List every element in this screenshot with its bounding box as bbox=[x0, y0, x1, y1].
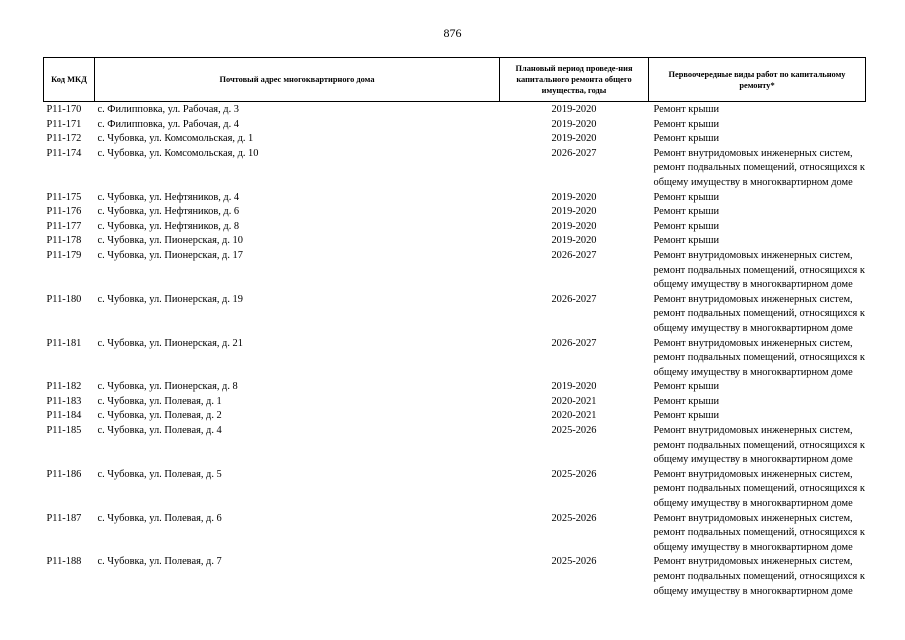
cell-works bbox=[649, 191, 866, 206]
cell-works bbox=[649, 512, 866, 556]
works-line: Ремонт крыши bbox=[653, 133, 720, 145]
cell-works bbox=[649, 132, 866, 147]
cell-period: 2025-2026 bbox=[551, 556, 597, 568]
works-line: ремонт подвальных помещений, относящихся к bbox=[653, 527, 865, 539]
cell-code: Р11-179 bbox=[46, 249, 82, 261]
cell-address: с. Чубовка, ул. Комсомольская, д. 10 bbox=[97, 147, 259, 159]
cell-code: Р11-181 bbox=[46, 337, 82, 349]
table-row bbox=[44, 205, 866, 220]
works-line: Ремонт крыши bbox=[653, 104, 720, 115]
table-row bbox=[44, 512, 866, 556]
table-row bbox=[44, 409, 866, 424]
cell-period: 2025-2026 bbox=[551, 425, 597, 437]
works-line: Ремонт крыши bbox=[653, 235, 720, 247]
cell-address: с. Чубовка, ул. Полевая, д. 7 bbox=[97, 556, 222, 568]
works-line: общему имуществу в многоквартирном доме bbox=[653, 498, 853, 510]
cell-code: Р11-185 bbox=[46, 425, 82, 437]
cell-works bbox=[649, 409, 866, 424]
works-line: Ремонт крыши bbox=[653, 191, 720, 203]
works-line: общему имуществу в многоквартирном доме bbox=[653, 454, 853, 466]
works-line: Ремонт внутридомовых инженерных систем, bbox=[653, 293, 853, 305]
cell-address: с. Чубовка, ул. Нефтяников, д. 4 bbox=[97, 191, 240, 203]
table-row bbox=[44, 249, 866, 293]
table-row bbox=[44, 337, 866, 381]
header-address: Почтовый адрес многоквартирного дома bbox=[95, 58, 500, 102]
table-row bbox=[44, 234, 866, 249]
table-row bbox=[44, 424, 866, 468]
table-row bbox=[44, 293, 866, 337]
cell-code: Р11-184 bbox=[46, 410, 82, 422]
cell-works bbox=[649, 293, 866, 337]
works-line: ремонт подвальных помещений, относящихся к bbox=[653, 308, 865, 320]
works-line: ремонт подвальных помещений, относящихся к bbox=[653, 352, 865, 364]
works-line: ремонт подвальных помещений, относящихся к bbox=[653, 264, 865, 276]
cell-period: 2026-2027 bbox=[551, 147, 597, 159]
cell-code: Р11-187 bbox=[46, 512, 82, 524]
table-row bbox=[44, 118, 866, 133]
cell-period: 2025-2026 bbox=[551, 512, 597, 524]
cell-code: Р11-176 bbox=[46, 206, 82, 218]
cell-works bbox=[649, 234, 866, 249]
cell-code: Р11-178 bbox=[46, 235, 82, 247]
cell-works bbox=[649, 380, 866, 395]
table-row bbox=[44, 555, 866, 599]
table-row bbox=[44, 191, 866, 206]
works-line: общему имуществу в многоквартирном доме bbox=[653, 322, 853, 334]
cell-address: с. Чубовка, ул. Нефтяников, д. 6 bbox=[97, 206, 240, 218]
cell-works bbox=[649, 147, 866, 191]
cell-address: с. Чубовка, ул. Пионерская, д. 19 bbox=[97, 293, 243, 305]
cell-code: Р11-182 bbox=[46, 381, 82, 393]
cell-address: с. Чубовка, ул. Полевая, д. 4 bbox=[97, 425, 222, 437]
cell-code: Р11-177 bbox=[46, 220, 82, 232]
table-body bbox=[44, 102, 866, 600]
cell-address: с. Чубовка, ул. Комсомольская, д. 1 bbox=[97, 133, 254, 145]
cell-code: Р11-186 bbox=[46, 468, 82, 480]
cell-period: 2019-2020 bbox=[551, 118, 597, 130]
cell-period: 2019-2020 bbox=[551, 206, 597, 218]
works-line: Ремонт крыши bbox=[653, 206, 720, 218]
cell-address: с. Чубовка, ул. Пионерская, д. 8 bbox=[97, 381, 238, 393]
cell-address: с. Чубовка, ул. Полевая, д. 1 bbox=[97, 395, 222, 407]
page-number: 876 bbox=[443, 26, 462, 40]
table-row bbox=[44, 220, 866, 235]
works-line: Ремонт внутридомовых инженерных систем, bbox=[653, 556, 853, 568]
works-line: общему имуществу в многоквартирном доме bbox=[653, 585, 853, 597]
works-line: Ремонт внутридомовых инженерных систем, bbox=[653, 337, 853, 349]
works-line: общему имуществу в многоквартирном доме bbox=[653, 176, 853, 188]
table-row bbox=[44, 380, 866, 395]
works-line: Ремонт крыши bbox=[653, 381, 720, 393]
cell-address: с. Чубовка, ул. Полевая, д. 6 bbox=[97, 512, 222, 524]
table-row bbox=[44, 132, 866, 147]
cell-code: Р11-171 bbox=[46, 118, 82, 130]
works-line: Ремонт внутридомовых инженерных систем, bbox=[653, 147, 853, 159]
cell-code: Р11-174 bbox=[46, 147, 82, 159]
table-row bbox=[44, 468, 866, 512]
works-line: Ремонт внутридомовых инженерных систем, bbox=[653, 512, 853, 524]
cell-period: 2026-2027 bbox=[551, 249, 597, 261]
table-row bbox=[44, 102, 866, 118]
works-line: Ремонт крыши bbox=[653, 410, 720, 422]
cell-code: Р11-170 bbox=[46, 104, 82, 115]
cell-address: с. Чубовка, ул. Пионерская, д. 17 bbox=[97, 249, 243, 261]
cell-code: Р11-188 bbox=[46, 556, 82, 568]
cell-period: 2019-2020 bbox=[551, 104, 597, 115]
cell-address: с. Чубовка, ул. Пионерская, д. 21 bbox=[97, 337, 243, 349]
table-row bbox=[44, 395, 866, 410]
works-line: ремонт подвальных помещений, относящихся к bbox=[653, 483, 865, 495]
works-line: общему имуществу в многоквартирном доме bbox=[653, 541, 853, 553]
works-line: общему имуществу в многоквартирном доме bbox=[653, 366, 853, 378]
cell-period: 2026-2027 bbox=[551, 337, 597, 349]
cell-works bbox=[649, 424, 866, 468]
cell-period: 2019-2020 bbox=[551, 220, 597, 232]
cell-code: Р11-183 bbox=[46, 395, 82, 407]
header-code: Код МКД bbox=[44, 58, 95, 102]
cell-works bbox=[649, 220, 866, 235]
header-period: Плановый период проведе-ния капитального ремонта общего имущества, годы bbox=[500, 58, 649, 102]
cell-address: с. Филипповка, ул. Рабочая, д. 4 bbox=[97, 118, 239, 130]
cell-period: 2025-2026 bbox=[551, 468, 597, 480]
cell-works bbox=[649, 118, 866, 133]
cell-period: 2019-2020 bbox=[551, 133, 597, 145]
cell-works bbox=[649, 555, 866, 599]
cell-address: с. Чубовка, ул. Полевая, д. 5 bbox=[97, 468, 222, 480]
capital-repair-table bbox=[43, 57, 866, 599]
cell-period: 2019-2020 bbox=[551, 235, 597, 247]
works-line: ремонт подвальных помещений, относящихся к bbox=[653, 162, 865, 174]
works-line: Ремонт внутридомовых инженерных систем, bbox=[653, 468, 853, 480]
cell-works bbox=[649, 468, 866, 512]
works-line: Ремонт крыши bbox=[653, 118, 720, 130]
works-line: общему имуществу в многоквартирном доме bbox=[653, 279, 853, 291]
cell-works bbox=[649, 395, 866, 410]
works-line: ремонт подвальных помещений, относящихся к bbox=[653, 439, 865, 451]
cell-period: 2020-2021 bbox=[551, 410, 597, 422]
cell-works bbox=[649, 205, 866, 220]
cell-address: с. Чубовка, ул. Нефтяников, д. 8 bbox=[97, 220, 240, 232]
table-row bbox=[44, 147, 866, 191]
cell-code: Р11-180 bbox=[46, 293, 82, 305]
table-header-row bbox=[44, 58, 866, 102]
cell-period: 2019-2020 bbox=[551, 191, 597, 203]
cell-code: Р11-175 bbox=[46, 191, 82, 203]
cell-address: с. Филипповка, ул. Рабочая, д. 3 bbox=[97, 104, 239, 115]
works-line: ремонт подвальных помещений, относящихся к bbox=[653, 571, 865, 582]
works-line: Ремонт внутридомовых инженерных систем, bbox=[653, 249, 853, 261]
cell-address: с. Чубовка, ул. Пионерская, д. 10 bbox=[97, 235, 243, 247]
cell-works bbox=[649, 102, 866, 118]
header-works: Первоочередные виды работ по капитальному ремонту* bbox=[649, 58, 866, 102]
works-line: Ремонт крыши bbox=[653, 395, 720, 407]
cell-period: 2019-2020 bbox=[551, 381, 597, 393]
cell-period: 2020-2021 bbox=[551, 395, 597, 407]
works-line: Ремонт внутридомовых инженерных систем, bbox=[653, 425, 853, 437]
cell-works bbox=[649, 337, 866, 381]
cell-code: Р11-172 bbox=[46, 133, 82, 145]
works-line: Ремонт крыши bbox=[653, 220, 720, 232]
cell-address: с. Чубовка, ул. Полевая, д. 2 bbox=[97, 410, 222, 422]
cell-period: 2026-2027 bbox=[551, 293, 597, 305]
cell-works bbox=[649, 249, 866, 293]
